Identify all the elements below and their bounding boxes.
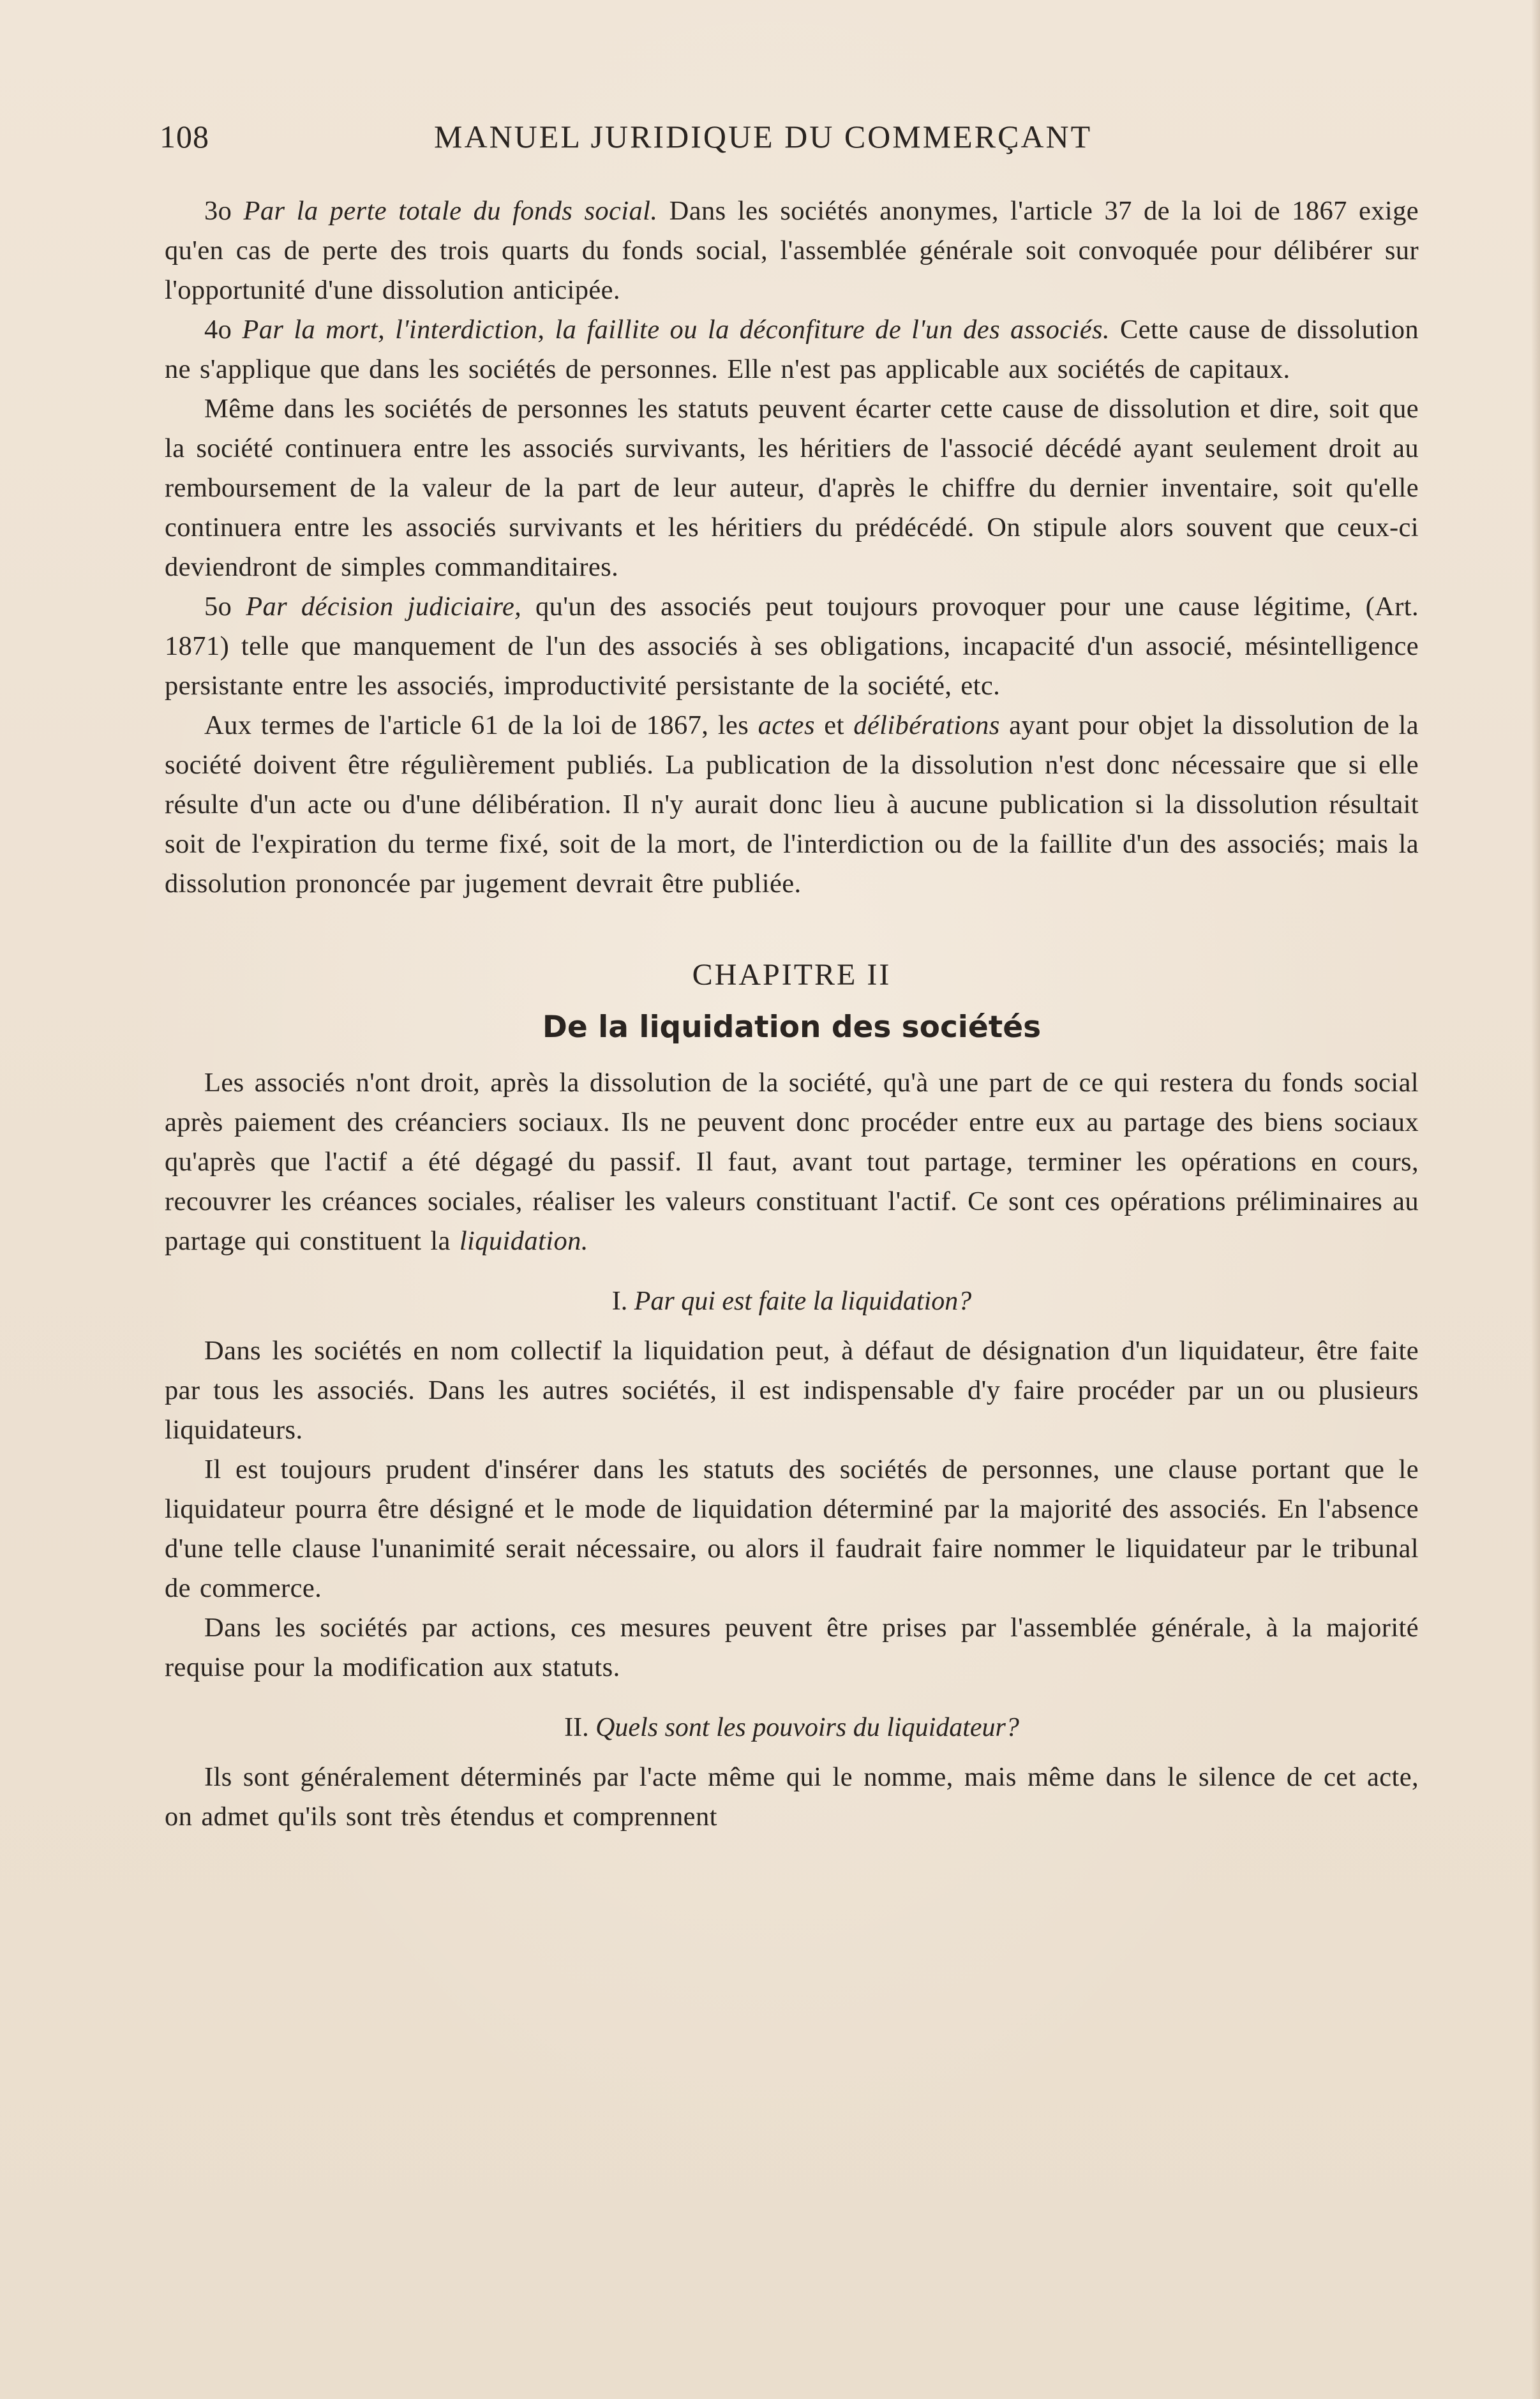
item-number: 4o xyxy=(204,315,243,345)
paragraph-item-4 xyxy=(165,310,1419,389)
section-number: II. xyxy=(564,1713,596,1742)
text-run: ayant pour objet la dissolution de la société doivent être régulièrement publiés. La publication de la dissolution n'est donc nécessaire que si elle résulte d'un acte ou d'une délibération. Il n'y aurait donc lieu à aucune publication si la dissolution résultait soit de l'expiration du terme fixé, soit de la mort, de l'interdiction ou de la faillite d'un des associés; mais la dissolution prononcée par jugement devrait être publiée. xyxy=(165,710,1419,899)
text-run: Les associés n'ont droit, après la dissolution de la société, qu'à une part de ce qui restera du fonds social après paiement des créanciers sociaux. Ils ne peuvent donc procéder entre eux au partage des biens sociaux qu'après que l'actif a été dégagé du passif. Il faut, avant tout partage, terminer les opérations en cours, recouvrer les créances sociales, réaliser les valeurs constituant l'actif. Ce sont ces opérations préliminaires au partage qui constituent la xyxy=(165,1068,1419,1256)
chapter-label: CHAPITRE II xyxy=(692,958,892,992)
paragraph-s1-2: Il est toujours prudent d'insérer dans les statuts des sociétés de personnes, une clause portant que le liquidateur pourra être désigné et le mode de liquidation déterminé par la majorité des associés. En l'absence d'une telle clause l'unanimité serait nécessaire, ou alors il faudrait faire nommer le liquidateur par le tribunal de commerce. xyxy=(165,1454,1419,1603)
item-heading: Par la mort, l'interdiction, la faillite ou la déconfiture de l'un des associés. xyxy=(242,315,1110,345)
section-title: Quels sont les pouvoirs du liquidateur? xyxy=(595,1713,1019,1742)
item-text: Cette cause de dissolution ne s'applique que dans les sociétés de personnes. Elle n'est pas applicable aux sociétés de capitaux. xyxy=(165,315,1419,384)
page-body xyxy=(165,191,1419,1837)
item-number: 3o xyxy=(204,196,244,226)
running-title: MANUEL JURIDIQUE DU COMMERÇANT xyxy=(434,119,1093,154)
italic-term: liquidation. xyxy=(459,1226,588,1256)
section-number: I. xyxy=(611,1287,634,1316)
italic-term: actes xyxy=(758,710,815,740)
paragraph-item-3 xyxy=(165,191,1419,310)
text-run: et xyxy=(814,710,854,740)
paragraph-item-5 xyxy=(165,587,1419,706)
page-number: 108 xyxy=(160,119,209,154)
text-run: Aux termes de l'article 61 de la loi de 1867, les xyxy=(204,710,758,740)
item-heading: Par décision judiciaire, xyxy=(246,592,522,622)
section-title: Par qui est faite la liquidation? xyxy=(634,1287,972,1316)
paragraph-s1-1: Dans les sociétés en nom collectif la liquidation peut, à défaut de désignation d'un liquidateur, être faite par tous les associés. Dans les autres sociétés, il est indispensable d'y faire procéder par un ou plusieurs liquidateurs. xyxy=(165,1336,1419,1445)
italic-term: délibérations xyxy=(853,710,1000,740)
paragraph-chapter-intro xyxy=(165,1063,1419,1261)
section-heading-1 xyxy=(165,1282,1419,1321)
paragraph-s1-3: Dans les sociétés par actions, ces mesures peuvent être prises par l'assemblée générale, à la majorité requise pour la modification aux statuts. xyxy=(165,1613,1419,1682)
page-edge-shadow xyxy=(1531,0,1540,2399)
page-header xyxy=(160,118,1423,163)
section-heading-2 xyxy=(165,1708,1419,1747)
item-heading: Par la perte totale du fonds social. xyxy=(243,196,658,226)
chapter-title: De la liquidation des sociétés xyxy=(542,1010,1042,1045)
paragraph-aux-termes xyxy=(165,706,1419,904)
paragraph-s2-1: Ils sont généralement déterminés par l'acte même qui le nomme, mais même dans le silence de cet acte, on admet qu'ils sont très étendus et comprennent xyxy=(165,1762,1419,1832)
item-number: 5o xyxy=(204,592,246,622)
paragraph-meme: Même dans les sociétés de personnes les statuts peuvent écarter cette cause de dissolution et dire, soit que la société continuera entre les associés survivants, les héritiers de l'associé décédé ayant seulement droit au remboursement de la valeur de la part de leur auteur, d'après le chiffre du dernier inventaire, soit qu'elle continuera entre les associés survivants et les héritiers du prédécédé. On stipule alors souvent que ceux-ci deviendront de simples commanditaires. xyxy=(165,394,1419,582)
item-text: qu'un des associés peut toujours provoquer pour une cause légitime, (Art. 1871) telle que manquement de l'un des associés à ses obligations, incapacité d'un associé, mésintelligence persistante entre les associés, improductivité persistante de la société, etc. xyxy=(165,592,1419,701)
item-text: Dans les sociétés anonymes, l'article 37 de la loi de 1867 exige qu'en cas de perte des trois quarts du fonds social, l'assemblée générale soit convoquée pour délibérer sur l'opportunité d'une dissolution anticipée. xyxy=(165,196,1419,305)
